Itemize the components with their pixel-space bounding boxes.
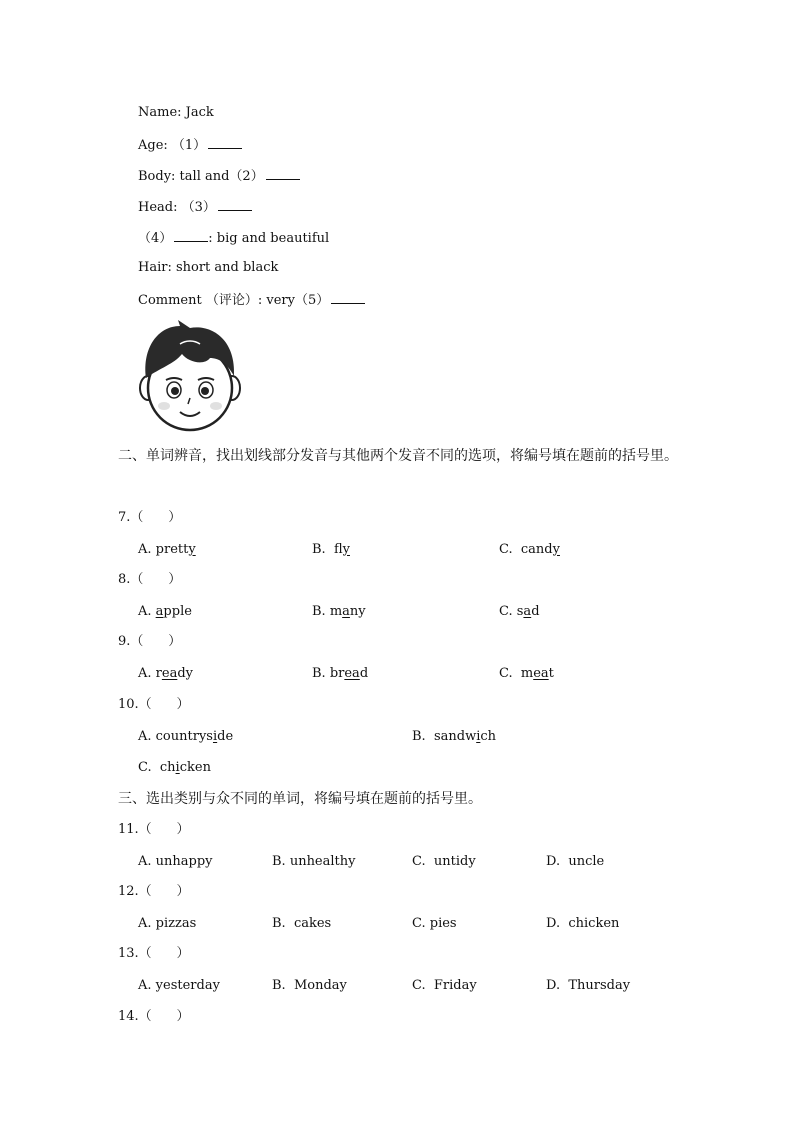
question-13-number: 13.（ ） [118,946,190,961]
comment-label: Comment （评论）: very（5） [138,293,330,308]
q7-option-b: B. fly [312,542,350,557]
blank-5[interactable] [331,291,365,304]
hair-line: Hair: short and black [138,260,279,275]
head-label: Head: （3） [138,200,216,215]
eyes-label-pre: （4） [138,231,173,246]
q13-option-c: C. Friday [412,978,477,993]
q11-option-a: A. unhappy [138,854,213,869]
question-12-number: 12.（ ） [118,884,190,899]
blank-3[interactable] [218,198,252,211]
blank-2[interactable] [266,167,300,180]
q9-option-c: C. meat [499,666,554,681]
q10-option-a: A. countryside [138,729,234,744]
q9-option-a: A. ready [138,666,193,681]
q11-option-d: D. uncle [546,854,605,869]
blank-1[interactable] [208,136,242,149]
eyes-label-post: : big and beautiful [208,231,330,246]
age-label: Age: （1） [138,138,207,153]
body-line [138,167,300,185]
section-2-title: 二、单词辨音，找出划线部分发音与其他两个发音不同的选项，将编号填在题前的括号里。 [118,448,678,464]
comment-line [138,291,365,309]
name-line: Name: Jack [138,105,214,120]
q8-option-c: C. sad [499,604,540,619]
blank-4[interactable] [174,229,208,242]
q8-option-a: A. apple [138,604,192,619]
q7-option-c: C. candy [499,542,560,557]
q12-option-a: A. pizzas [138,916,197,931]
q11-option-c: C. untidy [412,854,476,869]
q13-option-b: B. Monday [272,978,347,993]
eyes-line [138,229,329,247]
q13-option-a: A. yesterday [138,978,220,993]
q12-option-c: C. pies [412,916,457,931]
q11-option-b: B. unhealthy [272,854,356,869]
question-7-number: 7.（ ） [118,510,182,525]
q9-option-b: B. bread [312,666,369,681]
q8-option-b: B. many [312,604,366,619]
body-label: Body: tall and（2） [138,169,264,184]
q12-option-b: B. cakes [272,916,332,931]
question-14-number: 14.（ ） [118,1009,190,1024]
boy-face-illustration [138,318,242,434]
question-10-number: 10.（ ） [118,697,190,712]
q10-option-c: C. chicken [138,760,211,775]
age-line [138,136,242,154]
head-line [138,198,252,216]
q13-option-d: D. Thursday [546,978,631,993]
question-11-number: 11.（ ） [118,822,190,837]
q10-option-b: B. sandwich [412,729,497,744]
question-9-number: 9.（ ） [118,634,182,649]
q12-option-d: D. chicken [546,916,620,931]
section-3-title: 三、选出类别与众不同的单词，将编号填在题前的括号里。 [118,791,482,807]
q7-option-a: A. pretty [138,542,196,557]
question-8-number: 8.（ ） [118,572,182,587]
